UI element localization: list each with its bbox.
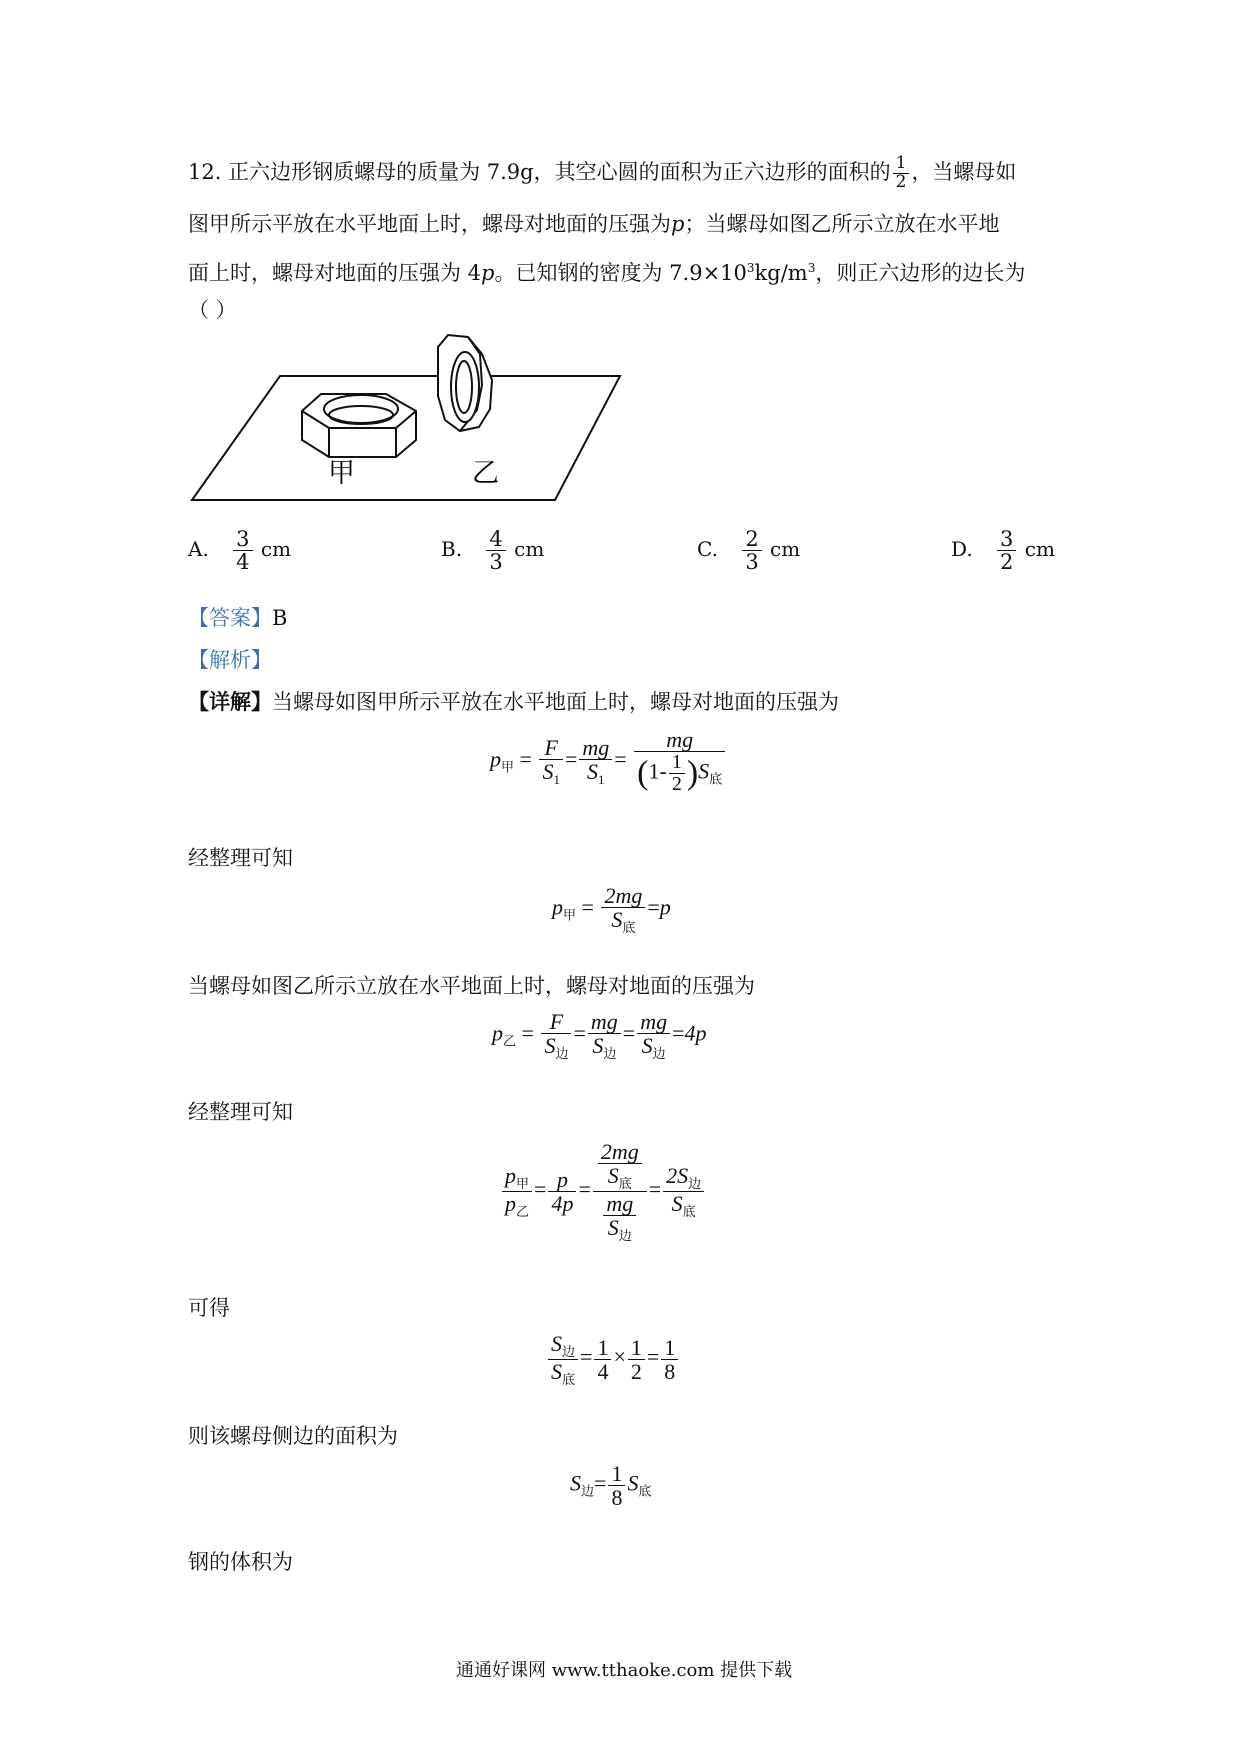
analysis-tag: 【解析】 xyxy=(188,648,272,672)
option-d: D. $\frac{3}{2}$ cm xyxy=(951,527,1055,575)
text-3: 经整理可知 xyxy=(188,1100,293,1124)
option-a: A. $\frac{3}{4}$ cm xyxy=(188,527,292,575)
fraction-half: $\frac{1}{2}$ xyxy=(893,155,910,192)
label-yi: 乙 xyxy=(472,458,499,489)
flat-nut-jia xyxy=(302,394,416,457)
answer-line: 【答案】B xyxy=(188,606,288,630)
equation-6: $S_边=$ $\frac{1}{8}$ $S_底$ xyxy=(570,1461,652,1511)
text-4: 可得 xyxy=(188,1296,230,1320)
text-6: 钢的体积为 xyxy=(188,1550,293,1574)
option-c: C. $\frac{2}{3}$ cm xyxy=(697,527,801,575)
equation-3: $p_乙$ = $\frac{F}{S_边}$ = $\frac{mg}{S_边}$ = $\frac{mg}{S_边}$ =4p xyxy=(492,1009,707,1062)
detail-line: 【详解】当螺母如图甲所示平放在水平地面上时，螺母对地面的压强为 xyxy=(188,689,839,714)
nut-figure xyxy=(180,330,640,510)
equation-4: $\frac{p_甲}{p_乙}$ = $\frac{p}{4p}$ = $\frac{\frac{2mg}{S_底}}{\frac{mg}{S_边}}$ = $\frac{2S_边}{S_底}$ xyxy=(500,1140,706,1242)
question-number: 12. xyxy=(188,160,222,184)
equation-1: $p_甲$ = $\frac{F}{S_1}$ = $\frac{mg}{S_1}$ = mg (1- $\frac{1}{2}$ )$S_底$ xyxy=(490,728,727,795)
question-line-1: 12. 正六边形钢质螺母的质量为 7.9g，其空心圆的面积为正六边形的面积的 $\frac{1}{2}$ ，当螺母如 xyxy=(188,153,1017,192)
upright-nut-yi xyxy=(438,335,492,431)
question-line-2: 图甲所示平放在水平地面上时，螺母对地面的压强为p；当螺母如图乙所示立放在水平地 xyxy=(188,212,1000,236)
text-5: 则该螺母侧边的面积为 xyxy=(188,1424,398,1448)
text-2: 当螺母如图乙所示立放在水平地面上时，螺母对地面的压强为 xyxy=(188,974,755,998)
equation-5: $\frac{S_边}{S_底}$ = $\frac{1}{4}$ × $\frac{1}{2}$ = $\frac{1}{8}$ xyxy=(546,1332,680,1386)
question-line-3: 面上时，螺母对地面的压强为 4p。已知钢的密度为 $7.9\times 10^3kg/m^3$，则正六边形的边长为 xyxy=(188,261,1026,285)
answer-blank: （ ） xyxy=(188,298,237,322)
label-jia: 甲 xyxy=(328,458,355,489)
option-b: B. $\frac{4}{3}$ cm xyxy=(441,527,545,575)
footer-source: 通通好课网 www.tthaoke.com 提供下载 xyxy=(456,1660,793,1681)
equation-2: $p_甲$ = $\frac{2mg}{S_底}$ =p xyxy=(552,883,671,936)
text-1: 经整理可知 xyxy=(188,846,293,870)
